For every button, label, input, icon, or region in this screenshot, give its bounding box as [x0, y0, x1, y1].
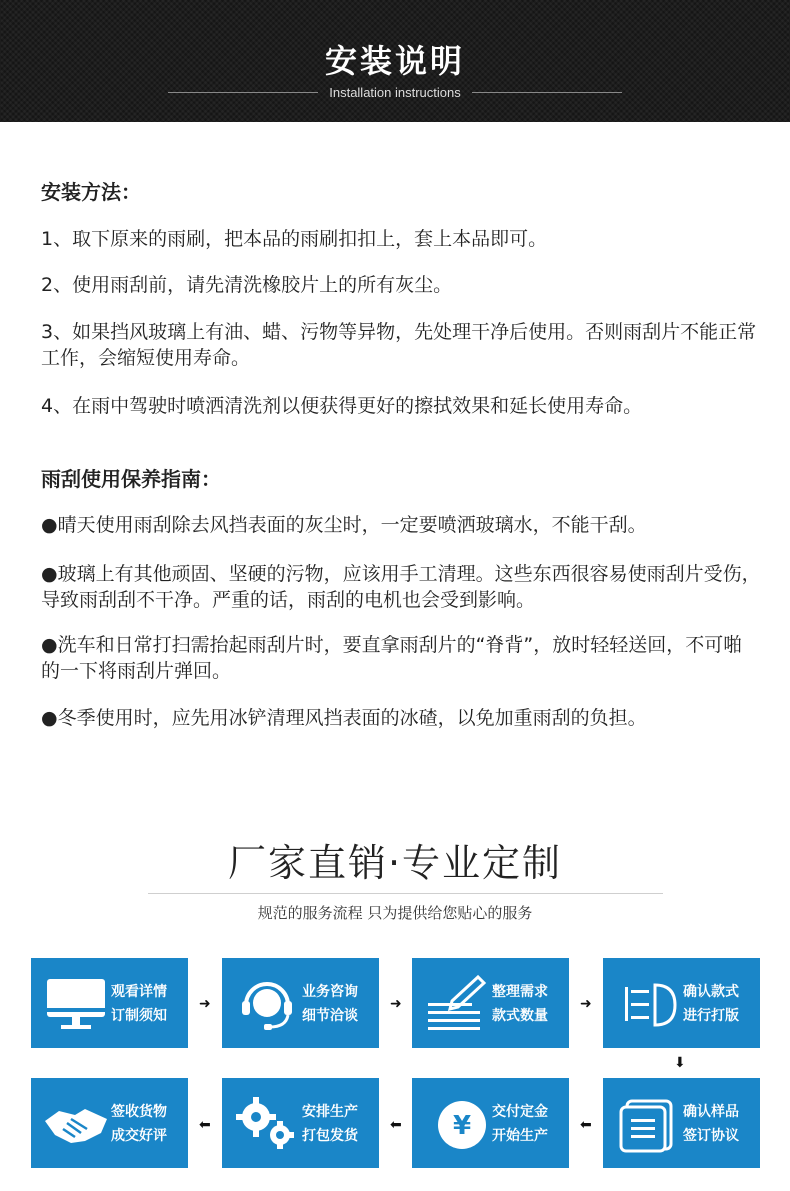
arrow-left-icon: ⬅ [580, 1117, 592, 1133]
files-icon [613, 1093, 683, 1153]
arrow-right-icon: ➜ [580, 996, 592, 1012]
arrow-right-icon: ➜ [199, 996, 211, 1012]
flow-step-label: 签收货物 成交好评 [111, 1104, 167, 1144]
page-subtitle: Installation instructions [329, 85, 461, 100]
arrow-left-icon: ⬅ [390, 1117, 402, 1133]
divider-right [472, 92, 622, 93]
divider-left [168, 92, 318, 93]
service-title: 厂家直销·专业定制 [227, 841, 563, 885]
svg-text:¥: ¥ [452, 1111, 472, 1141]
flow-step-label: 业务咨询 细节洽谈 [302, 984, 358, 1024]
yuan-coin-icon [422, 1093, 492, 1153]
flow-step-6 [412, 1078, 569, 1168]
handshake-icon [41, 1093, 111, 1153]
document-pen-icon [422, 973, 492, 1033]
install-section-title: 安装方法： [41, 180, 141, 204]
flow-step-label: 观看详情 订制须知 [111, 984, 167, 1024]
headlight-icon [613, 973, 683, 1033]
care-tip: ●冬季使用时，应先用冰铲清理风挡表面的冰碴，以免加重雨刮的负担。 [41, 707, 647, 729]
headset-icon [232, 973, 302, 1033]
flow-step-3 [412, 958, 569, 1048]
service-subtitle: 规范的服务流程 只为提供给您贴心的服务 [257, 904, 533, 922]
care-section-title: 雨刮使用保养指南： [41, 467, 221, 491]
flow-step-7 [222, 1078, 379, 1168]
page-title: 安装说明 [324, 42, 465, 80]
subtitle-row [0, 82, 790, 101]
install-step: 2、使用雨刮前，请先清洗橡胶片上的所有灰尘。 [41, 274, 453, 296]
care-tip: ●玻璃上有其他顽固、坚硬的污物，应该用手工清理。这些东西很容易使雨刮片受伤，导致雨刮刮不干净。严重的话，雨刮的电机也会受到影响。 [41, 563, 761, 611]
flow-step-5 [603, 1078, 760, 1168]
flow-step-label: 确认款式 进行打版 [683, 984, 739, 1024]
flow-step-label: 安排生产 打包发货 [302, 1104, 358, 1144]
flow-step-label: 交付定金 开始生产 [492, 1104, 548, 1144]
flow-step-1 [31, 958, 188, 1048]
flow-step-4 [603, 958, 760, 1048]
arrow-left-icon: ⬅ [199, 1117, 211, 1133]
arrow-right-icon: ➜ [390, 996, 402, 1012]
flow-step-8 [31, 1078, 188, 1168]
monitor-icon [41, 973, 111, 1033]
service-divider [148, 893, 663, 894]
gears-icon [232, 1093, 302, 1153]
flow-step-label: 确认样品 签订协议 [683, 1104, 739, 1144]
care-tip: ●晴天使用雨刮除去风挡表面的灰尘时，一定要喷洒玻璃水，不能干刮。 [41, 514, 647, 536]
care-tip: ●洗车和日常打扫需抬起雨刮片时，要直拿雨刮片的“脊背”，放时轻轻送回，不可啪的一下将雨刮片弹回。 [41, 634, 743, 682]
install-step: 3、如果挡风玻璃上有油、蜡、污物等异物，先处理干净后使用。否则雨刮片不能正常工作，会缩短使用寿命。 [41, 321, 757, 369]
install-step: 1、取下原来的雨刷，把本品的雨刷扣扣上，套上本品即可。 [41, 228, 548, 250]
install-step: 4、在雨中驾驶时喷洒清洗剂以便获得更好的擦拭效果和延长使用寿命。 [41, 395, 643, 417]
flow-step-label: 整理需求 款式数量 [492, 984, 548, 1024]
arrow-down-icon: ⬇ [674, 1055, 686, 1071]
flow-step-2 [222, 958, 379, 1048]
header-banner [0, 0, 790, 122]
